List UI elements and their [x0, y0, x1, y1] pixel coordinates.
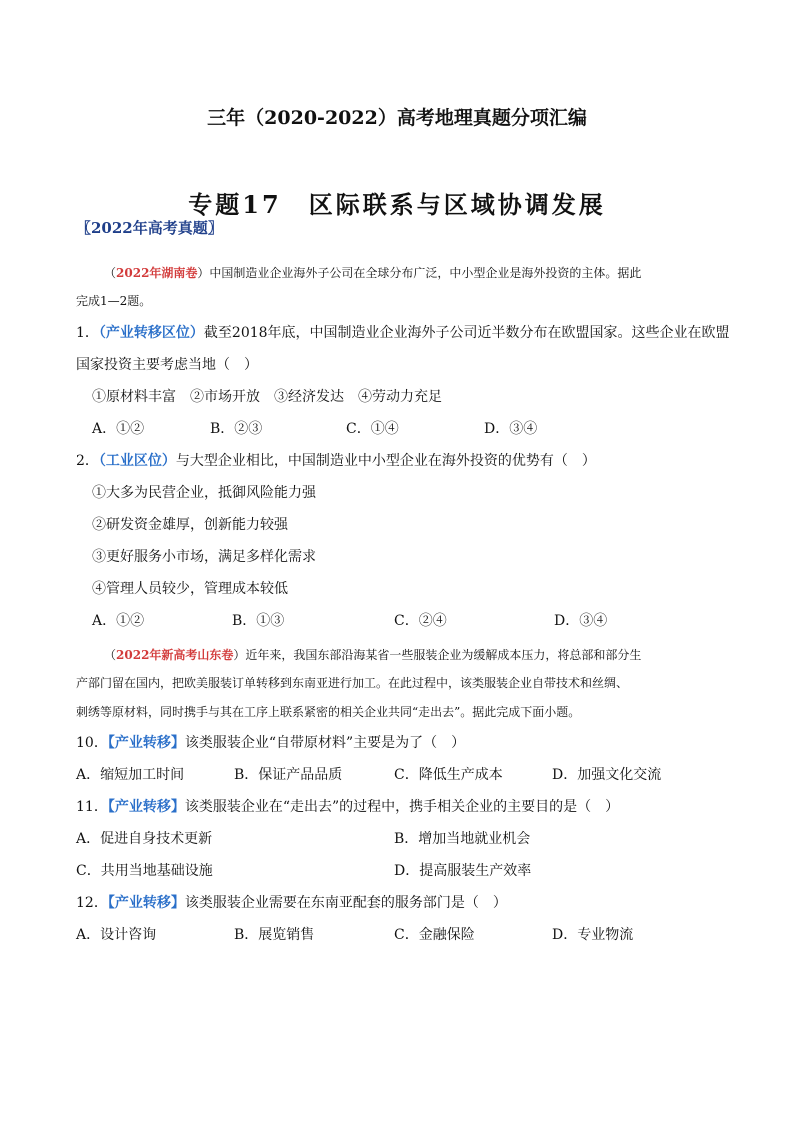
question-1-stem-line2: 国家投资主要考虑当地（ ） — [76, 357, 258, 373]
group1-intro: （2022年湖南卷）中国制造业企业海外子公司在全球分布广泛，中小型企业是海外投资的主体。据此 — [104, 266, 642, 280]
question-10-option[interactable]: C．降低生产成本 — [394, 767, 503, 783]
question-11: 11．【产业转移】该类服装企业在“走出去”的过程中，携手相关企业的主要目的是（ ） — [76, 799, 620, 815]
topic-title: 专题17 区际联系与区域协调发展 — [188, 190, 606, 219]
question-11-option[interactable]: C．共用当地基础设施 — [76, 863, 213, 879]
question-1-statements: ①原材料丰富 ②市场开放 ③经济发达 ④劳动力充足 — [92, 389, 442, 405]
question-1-option[interactable]: C．①④ — [346, 421, 399, 437]
question-10-option[interactable]: B．保证产品品质 — [234, 767, 343, 783]
question-2-statement: ④管理人员较少，管理成本较低 — [92, 581, 288, 597]
group1-intro-line2: 完成1—2题。 — [76, 294, 152, 308]
question-2-option[interactable]: A．①② — [92, 613, 145, 629]
question-12-option[interactable]: B．展览销售 — [234, 927, 315, 943]
question-1-option[interactable]: D．③④ — [484, 421, 538, 437]
question-1: 1．（产业转移区位）截至2018年底，中国制造业企业海外子公司近半数分布在欧盟国家。这些企业在欧盟 — [76, 325, 730, 341]
question-12: 12．【产业转移】该类服装企业需要在东南亚配套的服务部门是（ ） — [76, 895, 507, 911]
question-10-option[interactable]: A．缩短加工时间 — [76, 767, 185, 783]
group2-intro: （2022年新高考山东卷）近年来，我国东部沿海某省一些服装企业为缓解成本压力，将总部和部分生 — [104, 648, 642, 662]
question-1-option[interactable]: B．②③ — [210, 421, 263, 437]
question-12-tag: 【产业转移】 — [107, 895, 185, 911]
question-2-tag: （工业区位） — [98, 453, 176, 469]
question-10: 10．【产业转移】该类服装企业“自带原材料”主要是为了（ ） — [76, 735, 466, 751]
question-2-statement: ①大多为民营企业，抵御风险能力强 — [92, 485, 316, 501]
question-2: 2．（工业区位）与大型企业相比，中国制造业中小型企业在海外投资的优势有（ ） — [76, 453, 596, 469]
group2-intro-line2: 产部门留在国内，把欧美服装订单转移到东南亚进行加工。在此过程中，该类服装企业自带技术和丝绸、 — [76, 676, 629, 690]
question-10-tag: 【产业转移】 — [107, 735, 185, 751]
group1-source: 2022年湖南卷 — [116, 266, 198, 280]
group2-source: 2022年新高考山东卷 — [116, 648, 234, 662]
question-12-option[interactable]: A．设计咨询 — [76, 927, 157, 943]
question-11-tag: 【产业转移】 — [107, 799, 185, 815]
question-2-statement: ③更好服务小市场，满足多样化需求 — [92, 549, 316, 565]
document-title: 三年（2020-2022）高考地理真题分项汇编 — [207, 107, 587, 129]
question-11-option[interactable]: A．促进自身技术更新 — [76, 831, 213, 847]
question-2-statement: ②研发资金雄厚，创新能力较强 — [92, 517, 288, 533]
group2-intro-line3: 刺绣等原材料，同时携手与其在工序上联系紧密的相关企业共同“走出去”。据此完成下面小题。 — [76, 705, 581, 719]
question-2-option[interactable]: C．②④ — [394, 613, 447, 629]
question-10-option[interactable]: D．加强文化交流 — [552, 767, 662, 783]
question-1-option[interactable]: A．①② — [92, 421, 145, 437]
question-11-option[interactable]: B．增加当地就业机会 — [394, 831, 531, 847]
question-2-option[interactable]: B．①③ — [232, 613, 285, 629]
question-12-option[interactable]: C．金融保险 — [394, 927, 475, 943]
question-1-tag: （产业转移区位） — [98, 325, 204, 341]
question-11-option[interactable]: D．提高服装生产效率 — [394, 863, 532, 879]
section-heading: 〖2022年高考真题〗 — [76, 219, 223, 237]
question-2-option[interactable]: D．③④ — [554, 613, 608, 629]
question-12-option[interactable]: D．专业物流 — [552, 927, 634, 943]
